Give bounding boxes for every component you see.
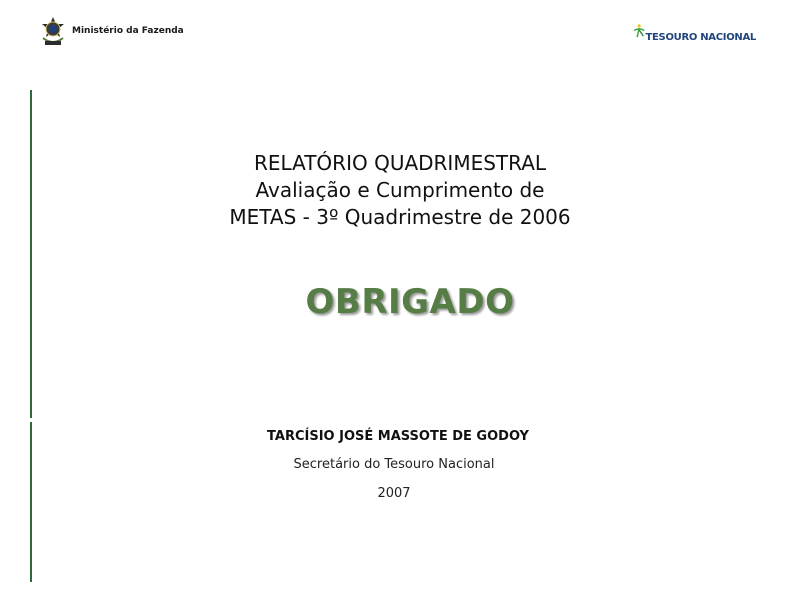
accent-line-top (30, 90, 32, 418)
tesouro-nacional-logo (632, 16, 756, 46)
report-title-line-3: METAS - 3º Quadrimestre de 2006 (229, 205, 571, 229)
brazil-coat-of-arms-icon (38, 16, 68, 48)
report-title-line-1: RELATÓRIO QUADRIMESTRAL (253, 151, 547, 175)
tesouro-nacional-wordmark: TESOURO NACIONAL (645, 31, 756, 43)
report-year: 2007 (377, 486, 411, 501)
secretary-role: Secretário do Tesouro Nacional (293, 457, 495, 472)
ministry-header (38, 16, 184, 48)
accent-line-bottom (30, 422, 32, 582)
ministry-label: Ministério da Fazenda (72, 26, 184, 36)
thanks-heading: OBRIGADO (305, 282, 515, 322)
report-title-line-2: Avaliação e Cumprimento de (255, 178, 545, 202)
report-title (200, 150, 600, 231)
secretary-name: TARCÍSIO JOSÉ MASSOTE DE GODOY (267, 429, 529, 444)
